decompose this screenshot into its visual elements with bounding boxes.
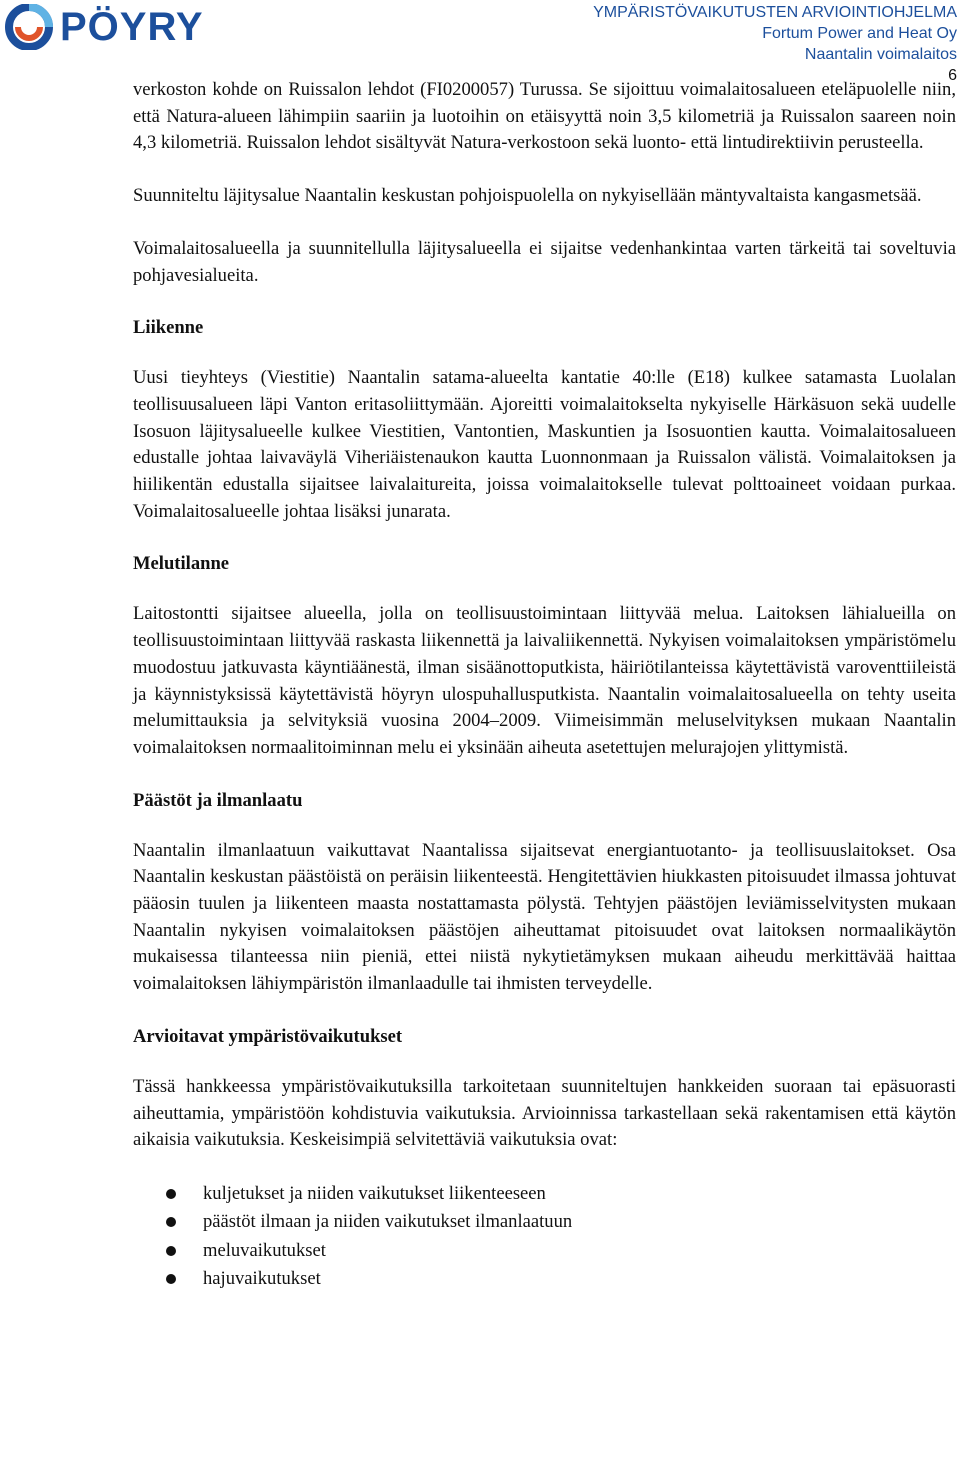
- noise-paragraph: Laitostontti sijaitsee alueella, jolla on teollisuustoimintaan liittyvää melua. Laitoksen lähialueilla on teollisuustoimintaan liittyvää raskasta liikennettä ja laivaliikennettä. Nykyisen voimalaitoksen ympäristömelu muodostuu jatkuvasta käyntiäänestä, ilman sisäänottoputkista, häiriötilanteissa käytettävistä varoventtiileistä ja käynnistyksissä käytettävistä höyryn ulospuhallusputkista. Naantalin voimalaitosalueella on tehty useita melumittauksia ja selvityksiä vuosina 2004–2009. Viimeisimmän meluselvityksen mukaan Naantalin voimalaitoksen normaalitoiminnan melu ei yksinään aiheuta asetettujen melurajojen ylittymistä.: [133, 603, 956, 758]
- bullet-icon: [166, 1246, 176, 1256]
- traffic-paragraph: Uusi tieyhteys (Viestitie) Naantalin satama-alueelta kantatie 40:lle (E18) kulkee satamasta Luolalan teollisuusalueen läpi Vanton eritasoliittymään. Ajoreitti voimalaitokselta nykyiselle Härkäsuon sekä uudelle Isosuon läjitysalueelle kulkee Viestitien, Vantontien, Maskuntien ja Isosuontien kautta. Voimalaitosalueen edustalle johtaa laivaväylä Viheriäistenaukon kautta Luonnonmaan ja Ruissalon välistä. Voimalaitoksen ja hiilikentän edustalla sijaitsee laivalaitureita, joissa voimalaitokselle tulevat polttoaineet voidaan purkaa. Voimalaitosalueelle johtaa lisäksi junarata.: [133, 367, 956, 522]
- project-name: Naantalin voimalaitos: [804, 46, 957, 63]
- page-number: 6: [948, 67, 957, 84]
- list-item-text: hajuvaikutukset: [203, 1268, 321, 1290]
- logo-wordmark: PÖYRY: [60, 5, 204, 49]
- impacts-list: [133, 1180, 956, 1294]
- impacts-heading: Arvioitavat ympäristövaikutukset: [133, 1025, 403, 1047]
- list-item-text: meluvaikutukset: [203, 1239, 326, 1261]
- intro-paragraph: verkoston kohde on Ruissalon lehdot (FI0200057) Turussa. Se sijoittuu voimalaitosalueen eteläpuolelle niin, että Natura-alueen lähimpiin saariin ja luotoihin on etäisyyttä noin 3,5 kilometriä ja Ruissalon saareen noin 4,3 kilometriä. Ruissalon lehdot sisältyvät Natura-verkostoon sekä luonto- että lintudirektiivin perusteella.: [133, 79, 956, 154]
- traffic-heading: Liikenne: [133, 317, 204, 339]
- impacts-paragraph: Tässä hankkeessa ympäristövaikutuksilla tarkoitetaan suunniteltujen hankkeiden suoraan tai epäsuorasti aiheuttamia, ympäristöön kohdistuvia vaikutuksia. Arvioinnissa tarkastellaan sekä rakentamisen että käytön aikaisia vaikutuksia. Keskeisimpiä selvitettäviä vaikutuksia ovat:: [133, 1075, 956, 1151]
- list-item: [133, 1180, 956, 1209]
- groundwater-paragraph: Voimalaitosalueella ja suunnitellulla läjitysalueella ei sijaitse vedenhankintaa varten tärkeitä tai soveltuvia pohjavesialueita.: [133, 237, 956, 286]
- document-header: [593, 2, 957, 86]
- bullet-icon: [166, 1274, 176, 1284]
- program-title: YMPÄRISTÖVAIKUTUSTEN ARVIOINTIOHJELMA: [593, 4, 957, 21]
- list-item: [133, 1208, 956, 1237]
- noise-heading: Melutilanne: [133, 553, 230, 575]
- bullet-icon: [166, 1217, 176, 1227]
- air-quality-paragraph: Naantalin ilmanlaatuun vaikuttavat Naantalissa sijaitsevat energiantuotanto- ja teollisuuslaitokset. Osa Naantalin keskustan päästöistä on peräisin liikenteestä. Hengitettävien hiukkasten pitoisuudet ilmassa johtuvat pääosin tuulen ja liikenteen maasta nostattamasta pölystä. Tehtyjen päästöjen leviämisselvitysten mukaan Naantalin nykyisen voimalaitoksen päästöjen aiheuttamat pitoisuudet ovat laitoksen normaalikäytön mukaisessa tilanteessa niin pieniä, ettei niistä nykytietämyksen mukaan aiheudu merkittävää haittaa voimalaitoksen lähiympäristön ilmanlaadulle tai ihmisten terveydelle.: [133, 839, 956, 995]
- company-name: Fortum Power and Heat Oy: [762, 25, 957, 42]
- document-body: [133, 77, 956, 1294]
- poyry-swirl-icon: [4, 4, 54, 50]
- list-item-text: päästöt ilmaan ja niiden vaikutukset ilmanlaatuun: [203, 1211, 573, 1233]
- list-item: [133, 1237, 956, 1266]
- bullet-icon: [166, 1189, 176, 1199]
- landfill-paragraph: Suunniteltu läjitysalue Naantalin keskustan pohjoispuolella on nykyisellään mäntyvaltaista kangasmetsää.: [133, 185, 922, 207]
- list-item-text: kuljetukset ja niiden vaikutukset liikenteeseen: [203, 1182, 546, 1204]
- air-quality-heading: Päästöt ja ilmanlaatu: [133, 789, 303, 811]
- poyry-logo: [4, 4, 204, 50]
- list-item: [133, 1265, 956, 1294]
